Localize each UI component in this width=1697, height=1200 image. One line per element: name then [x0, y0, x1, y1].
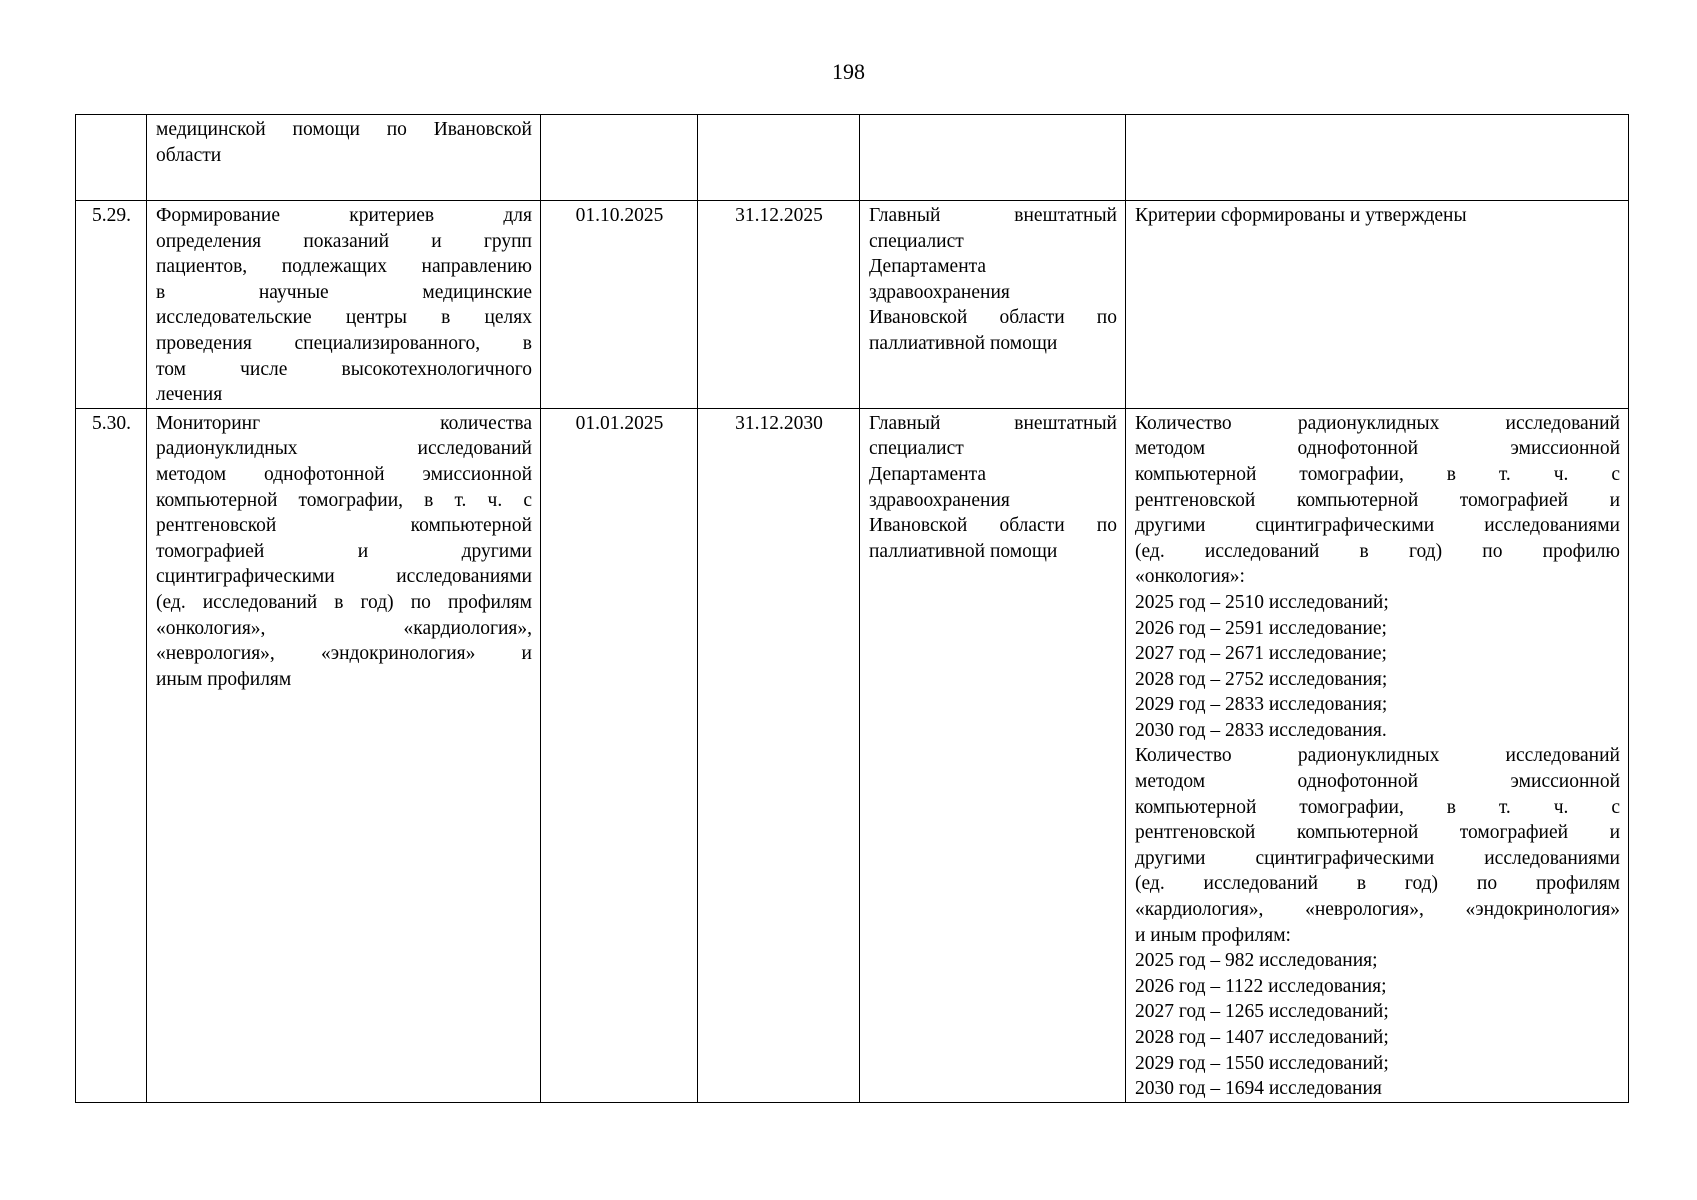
responsible-line: Ивановской области по — [869, 307, 1117, 329]
result-line: другими сцинтиграфическими исследованиями — [1135, 847, 1620, 869]
result-line: 2030 год – 1694 исследования — [1135, 1078, 1382, 1100]
table-row — [76, 115, 1629, 201]
result-line: методом однофотонной эмиссионной — [1135, 771, 1620, 793]
responsible-line: здравоохранения — [869, 489, 1010, 511]
result-line: компьютерной томографии, в т. ч. с — [1135, 463, 1620, 485]
result-cell — [1126, 201, 1629, 409]
responsible-line: Главный внештатный — [869, 205, 1117, 226]
event-line: проведения специализированного, в — [156, 332, 532, 354]
event-line: в научные медицинские — [156, 281, 532, 303]
result-line: Количество радионуклидных исследований — [1135, 412, 1620, 434]
table-row — [76, 201, 1629, 409]
result-line: (ед. исследований в год) по профилям — [1135, 873, 1620, 895]
event-line: рентгеновской компьютерной — [156, 515, 532, 537]
responsible-cell — [860, 201, 1126, 409]
event-line: пациентов, подлежащих направлению — [156, 256, 532, 278]
start-date-cell: 01.01.2025 — [541, 408, 698, 1102]
start-date-cell — [541, 115, 698, 201]
event-line: радионуклидных исследований — [156, 438, 532, 460]
responsible-line: специалист — [869, 230, 964, 252]
event-line: определения показаний и групп — [156, 230, 532, 252]
result-line: 2029 год – 1550 исследований; — [1135, 1052, 1389, 1074]
result-cell — [1126, 115, 1629, 201]
row-number-cell: 5.30. — [76, 408, 147, 1102]
result-line: и иным профилям: — [1135, 924, 1291, 946]
result-line: 2026 год – 2591 исследование; — [1135, 617, 1387, 639]
event-line: (ед. исследований в год) по профилям — [156, 591, 532, 613]
table-row — [76, 408, 1629, 1102]
result-line: «онкология»: — [1135, 566, 1245, 588]
event-line: Формирование критериев для — [156, 205, 532, 226]
row-number-cell — [76, 115, 147, 201]
responsible-line: специалист — [869, 438, 964, 460]
end-date-cell: 31.12.2025 — [698, 201, 860, 409]
measures-table — [75, 114, 1629, 1103]
result-line: Количество радионуклидных исследований — [1135, 745, 1620, 767]
event-line: методом однофотонной эмиссионной — [156, 463, 532, 485]
row-number-cell: 5.29. — [76, 201, 147, 409]
responsible-line: паллиативной помощи — [869, 332, 1058, 354]
result-line: 2030 год – 2833 исследования. — [1135, 719, 1387, 741]
result-line: компьютерной томографии, в т. ч. с — [1135, 796, 1620, 818]
responsible-line: Главный внештатный — [869, 412, 1117, 434]
result-line: Критерии сформированы и утверждены — [1135, 205, 1467, 226]
event-line: «онкология», «кардиология», — [156, 617, 532, 639]
event-line: «неврология», «эндокринология» и — [156, 643, 532, 665]
responsible-cell — [860, 115, 1126, 201]
result-line: 2028 год – 2752 исследования; — [1135, 668, 1388, 690]
event-line: компьютерной томографии, в т. ч. с — [156, 489, 532, 511]
event-line: исследовательские центры в целях — [156, 307, 532, 329]
event-cell — [147, 201, 541, 409]
page-number: 198 — [832, 59, 865, 84]
event-cell — [147, 115, 541, 201]
responsible-cell — [860, 408, 1126, 1102]
start-date-cell: 01.10.2025 — [541, 201, 698, 409]
result-line: 2025 год – 2510 исследований; — [1135, 591, 1389, 613]
result-line: другими сцинтиграфическими исследованиями — [1135, 515, 1620, 537]
result-line: (ед. исследований в год) по профилю — [1135, 540, 1620, 562]
result-line: рентгеновской компьютерной томографией и — [1135, 822, 1620, 844]
responsible-line: Департамента — [869, 463, 987, 485]
end-date-cell: 31.12.2030 — [698, 408, 860, 1102]
responsible-line: Ивановской области по — [869, 515, 1117, 537]
event-line: иным профилям — [156, 668, 292, 690]
event-cell — [147, 408, 541, 1102]
result-line: 2029 год – 2833 исследования; — [1135, 694, 1388, 716]
event-line: томографией и другими — [156, 540, 532, 562]
event-line: медицинской помощи по Ивановской — [156, 119, 532, 140]
result-line: рентгеновской компьютерной томографией и — [1135, 489, 1620, 511]
event-line: сцинтиграфическими исследованиями — [156, 566, 532, 588]
event-line: Мониторинг количества — [156, 412, 532, 434]
result-line: методом однофотонной эмиссионной — [1135, 438, 1620, 460]
event-line: том числе высокотехнологичного — [156, 358, 532, 380]
result-cell — [1126, 408, 1629, 1102]
result-line: 2028 год – 1407 исследований; — [1135, 1027, 1389, 1048]
end-date-cell — [698, 115, 860, 201]
result-line: «кардиология», «неврология», «эндокринология» — [1135, 899, 1620, 921]
responsible-line: здравоохранения — [869, 281, 1010, 303]
responsible-line: Департамента — [869, 256, 987, 278]
event-line: области — [156, 144, 222, 166]
responsible-line: паллиативной помощи — [869, 540, 1058, 562]
result-line: 2027 год – 2671 исследование; — [1135, 643, 1387, 665]
result-line: 2026 год – 1122 исследования; — [1135, 975, 1387, 997]
event-line: лечения — [156, 384, 223, 406]
result-line: 2025 год – 982 исследования; — [1135, 950, 1378, 972]
result-line: 2027 год – 1265 исследований; — [1135, 1001, 1389, 1023]
